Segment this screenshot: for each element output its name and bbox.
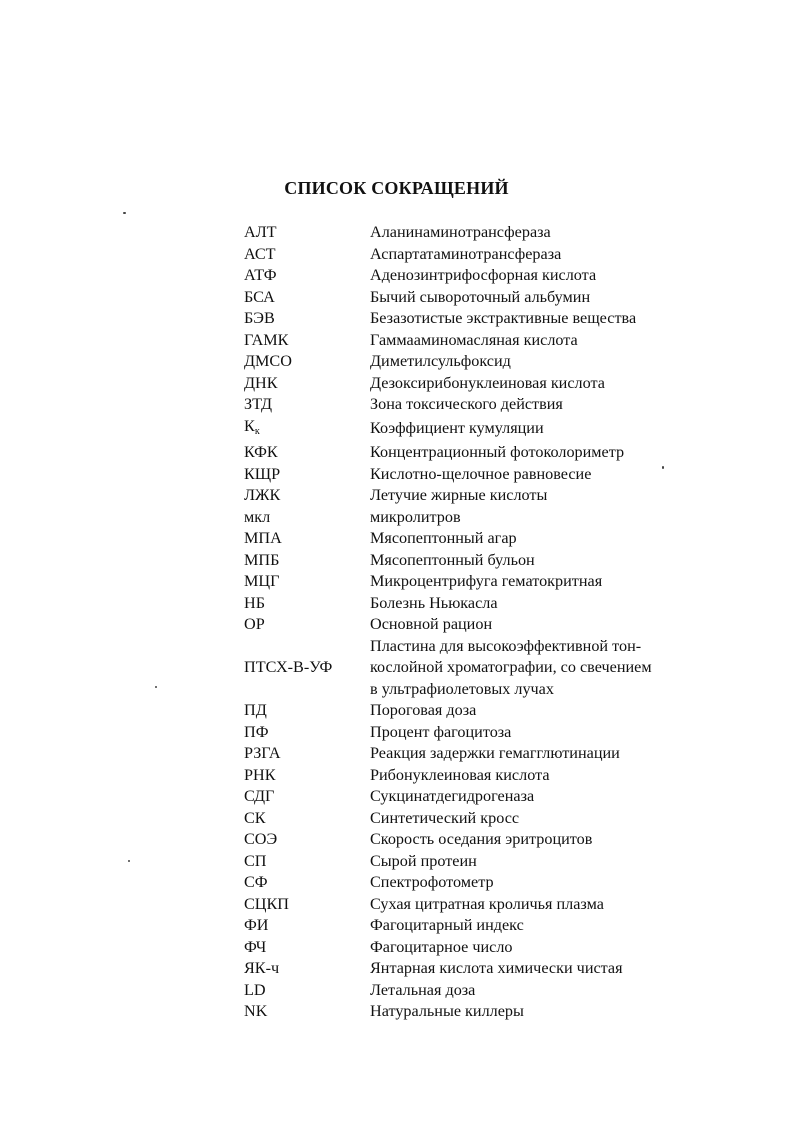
abbreviation-term: ЛЖК <box>244 486 281 504</box>
abbreviation-term: АТФ <box>244 266 277 284</box>
abbreviation-definition: Диметилсульфоксид <box>370 352 511 370</box>
abbreviation-definition: Кислотно-щелочное равновесие <box>370 464 592 483</box>
abbreviation-row <box>244 980 724 1002</box>
abbreviation-row <box>244 373 724 395</box>
abbreviation-term: АЛТ <box>244 223 277 241</box>
abbreviation-row <box>244 528 724 550</box>
abbreviation-term: МЦГ <box>244 572 280 590</box>
abbreviation-term: СОЭ <box>244 830 278 848</box>
abbreviation-row <box>244 416 724 443</box>
abbreviation-row <box>244 937 724 959</box>
abbreviation-row <box>244 464 724 486</box>
abbreviation-term: ПД <box>244 701 267 719</box>
abbreviation-definition: Аспартатаминотрансфераза <box>370 244 562 263</box>
abbreviation-term: LD <box>244 980 266 999</box>
scan-speck <box>123 212 126 214</box>
abbreviation-definition: микролитров <box>370 507 461 526</box>
abbreviation-term: ДНК <box>244 373 278 392</box>
abbreviation-row <box>244 636 724 701</box>
abbreviation-definition: Сукцинатдегидрогеназа <box>370 787 535 805</box>
abbreviation-definition: Бычий сывороточный альбумин <box>370 287 591 306</box>
abbreviation-definition: Янтарная кислота химически чистая <box>370 959 623 977</box>
abbreviation-term: ГАМК <box>244 330 289 349</box>
abbreviation-row <box>244 485 724 507</box>
abbreviation-term: МПБ <box>244 550 280 569</box>
abbreviation-definition: Гаммааминомасляная кислота <box>370 330 578 349</box>
abbreviation-definition: Фагоцитарный индекс <box>370 916 524 934</box>
abbreviation-row <box>244 222 724 244</box>
abbreviation-definition: Пороговая доза <box>370 701 477 719</box>
abbreviation-term: АСТ <box>244 244 276 263</box>
abbreviation-term: СЦКП <box>244 894 289 913</box>
abbreviation-row <box>244 743 724 765</box>
abbreviation-row <box>244 244 724 266</box>
abbreviation-definition: Аденозинтрифосфорная кислота <box>370 266 597 284</box>
scan-speck <box>155 686 157 688</box>
abbreviation-definition: Концентрационный фотоколориметр <box>370 443 625 461</box>
abbreviation-row <box>244 700 724 722</box>
abbreviation-definition: Скорость оседания эритроцитов <box>370 830 593 848</box>
abbreviation-definition: Летучие жирные кислоты <box>370 486 548 504</box>
abbreviation-row <box>244 394 724 416</box>
abbreviation-row <box>244 614 724 636</box>
abbreviation-row <box>244 765 724 787</box>
abbreviation-term: СК <box>244 808 266 827</box>
abbreviation-definition: Дезоксирибонуклеиновая кислота <box>370 373 605 392</box>
abbreviation-definition: Летальная доза <box>370 980 476 999</box>
abbreviation-definition: Пластина для высокоэффективной тон- кослойной хроматографии, со свечением в ультрафиолетовых лучах <box>370 636 652 698</box>
abbreviation-term: СФ <box>244 873 268 891</box>
abbreviation-term: ЯК-ч <box>244 959 280 977</box>
abbreviation-term: БЭВ <box>244 309 275 327</box>
abbreviation-definition: Сухая цитратная кроличья плазма <box>370 894 604 913</box>
abbreviation-subscript: к <box>254 425 260 437</box>
abbreviation-definition: Зона токсического действия <box>370 395 563 413</box>
abbreviation-term: ЗТД <box>244 395 273 413</box>
abbreviation-row <box>244 265 724 287</box>
abbreviation-row <box>244 507 724 529</box>
abbreviation-definition: Микроцентрифуга гематокритная <box>370 572 603 590</box>
abbreviation-term: ДМСО <box>244 352 292 370</box>
abbreviation-term: NK <box>244 1002 268 1020</box>
abbreviation-definition: Коэффициент кумуляции <box>370 419 544 437</box>
abbreviation-row <box>244 872 724 894</box>
abbreviation-row <box>244 550 724 572</box>
abbreviation-term: РНК <box>244 765 276 784</box>
abbreviation-term: ПТСХ-В-УФ <box>244 658 333 676</box>
abbreviation-term: МПА <box>244 529 282 547</box>
abbreviation-row <box>244 829 724 851</box>
abbreviation-row <box>244 351 724 373</box>
scan-speck <box>662 466 664 469</box>
abbreviation-definition: Рибонуклеиновая кислота <box>370 765 550 784</box>
abbreviation-term: ФЧ <box>244 937 267 956</box>
abbreviation-term: КЩР <box>244 464 281 483</box>
abbreviation-row <box>244 593 724 615</box>
abbreviation-definition: Безазотистые экстрактивные вещества <box>370 309 637 327</box>
abbreviation-row <box>244 722 724 744</box>
abbreviation-row <box>244 786 724 808</box>
abbreviation-definition: Мясопептонный агар <box>370 529 517 547</box>
abbreviation-row <box>244 915 724 937</box>
abbreviation-row <box>244 1001 724 1023</box>
abbreviation-definition: Процент фагоцитоза <box>370 722 512 741</box>
abbreviation-row <box>244 287 724 309</box>
abbreviation-definition: Основной рацион <box>370 615 493 633</box>
abbreviation-term: СП <box>244 851 267 870</box>
abbreviation-row <box>244 894 724 916</box>
abbreviation-term: КФК <box>244 443 278 461</box>
abbreviation-list <box>244 222 724 1023</box>
abbreviation-definition: Сырой протеин <box>370 851 477 870</box>
abbreviation-term: БСА <box>244 287 275 306</box>
abbreviation-term: ОР <box>244 615 265 633</box>
abbreviation-term: СДГ <box>244 787 275 805</box>
abbreviation-term: $К_к$ <box>244 416 260 437</box>
abbreviation-definition: Фагоцитарное число <box>370 937 513 956</box>
abbreviation-term: ПФ <box>244 722 269 741</box>
abbreviation-definition: Спектрофотометр <box>370 873 494 891</box>
abbreviation-row <box>244 308 724 330</box>
abbreviation-term: НБ <box>244 593 265 612</box>
page-title: СПИСОК СОКРАЩЕНИЙ <box>284 178 509 198</box>
abbreviation-definition: Синтетический кросс <box>370 808 520 827</box>
abbreviation-row <box>244 851 724 873</box>
abbreviation-definition: Мясопептонный бульон <box>370 550 535 569</box>
abbreviation-term: мкл <box>244 507 271 526</box>
abbreviation-row <box>244 808 724 830</box>
abbreviation-term: РЗГА <box>244 744 281 762</box>
scan-speck <box>128 860 130 862</box>
abbreviation-term: ФИ <box>244 916 269 934</box>
abbreviation-definition: Натуральные киллеры <box>370 1002 524 1020</box>
abbreviation-row <box>244 330 724 352</box>
abbreviation-row <box>244 958 724 980</box>
abbreviation-definition: Аланинаминотрансфераза <box>370 223 551 241</box>
abbreviation-row <box>244 571 724 593</box>
abbreviation-definition: Реакция задержки гемагглютинации <box>370 744 620 762</box>
abbreviation-definition: Болезнь Ньюкасла <box>370 593 498 612</box>
abbreviation-row <box>244 442 724 464</box>
